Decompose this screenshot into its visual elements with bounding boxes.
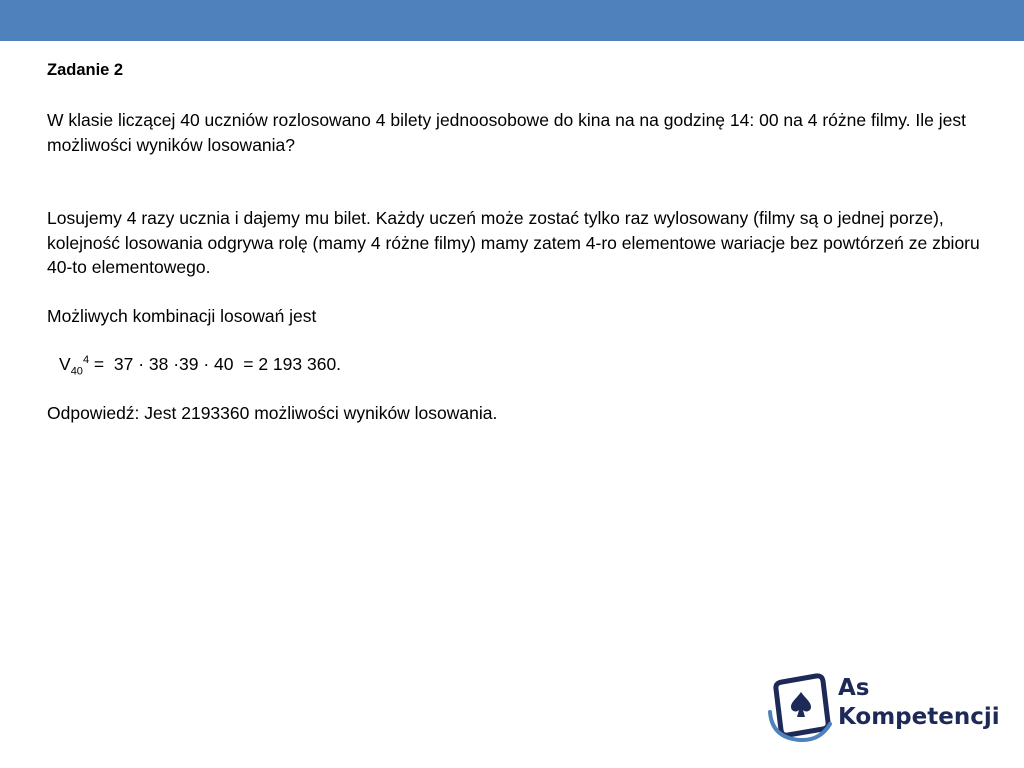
logo-mark-icon: [768, 672, 832, 744]
formula: [59, 352, 997, 377]
solution-text: Losujemy 4 razy ucznia i dajemy mu bilet. Każdy uczeń może zostać tylko raz wylosowany (filmy są o jednej porze), kolejność losowania odgrywa rolę (mamy 4 różne filmy) mamy zatem 4-ro elementowe wariacje bez powtórzeń ze zbioru 40-to elementowego.: [47, 208, 980, 277]
logo: [768, 672, 998, 744]
slide-content: [47, 58, 997, 425]
formula-superscript: 4: [82, 354, 90, 367]
formula-symbol: V: [59, 354, 71, 374]
formula-subscript: 40: [70, 365, 83, 378]
formula-expression: = 37 · 38 ·39 · 40 = 2 193 360.: [89, 354, 342, 374]
top-bar: [0, 0, 1024, 41]
logo-line2: Kompetencji: [838, 704, 1000, 730]
slide-heading: Zadanie 2: [47, 61, 124, 79]
logo-line1: As: [838, 675, 870, 701]
logo-text: [838, 674, 1000, 732]
possible-text: Możliwych kombinacji losowań jest: [47, 305, 317, 326]
problem-text: W klasie liczącej 40 uczniów rozlosowano 4 bilety jednoosobowe do kina na na godzinę 14: 00 na 4 różne filmy. Ile jest możliwości wyników losowania?: [47, 110, 966, 155]
answer-text: Odpowiedź: Jest 2193360 możliwości wyników losowania.: [47, 402, 498, 423]
